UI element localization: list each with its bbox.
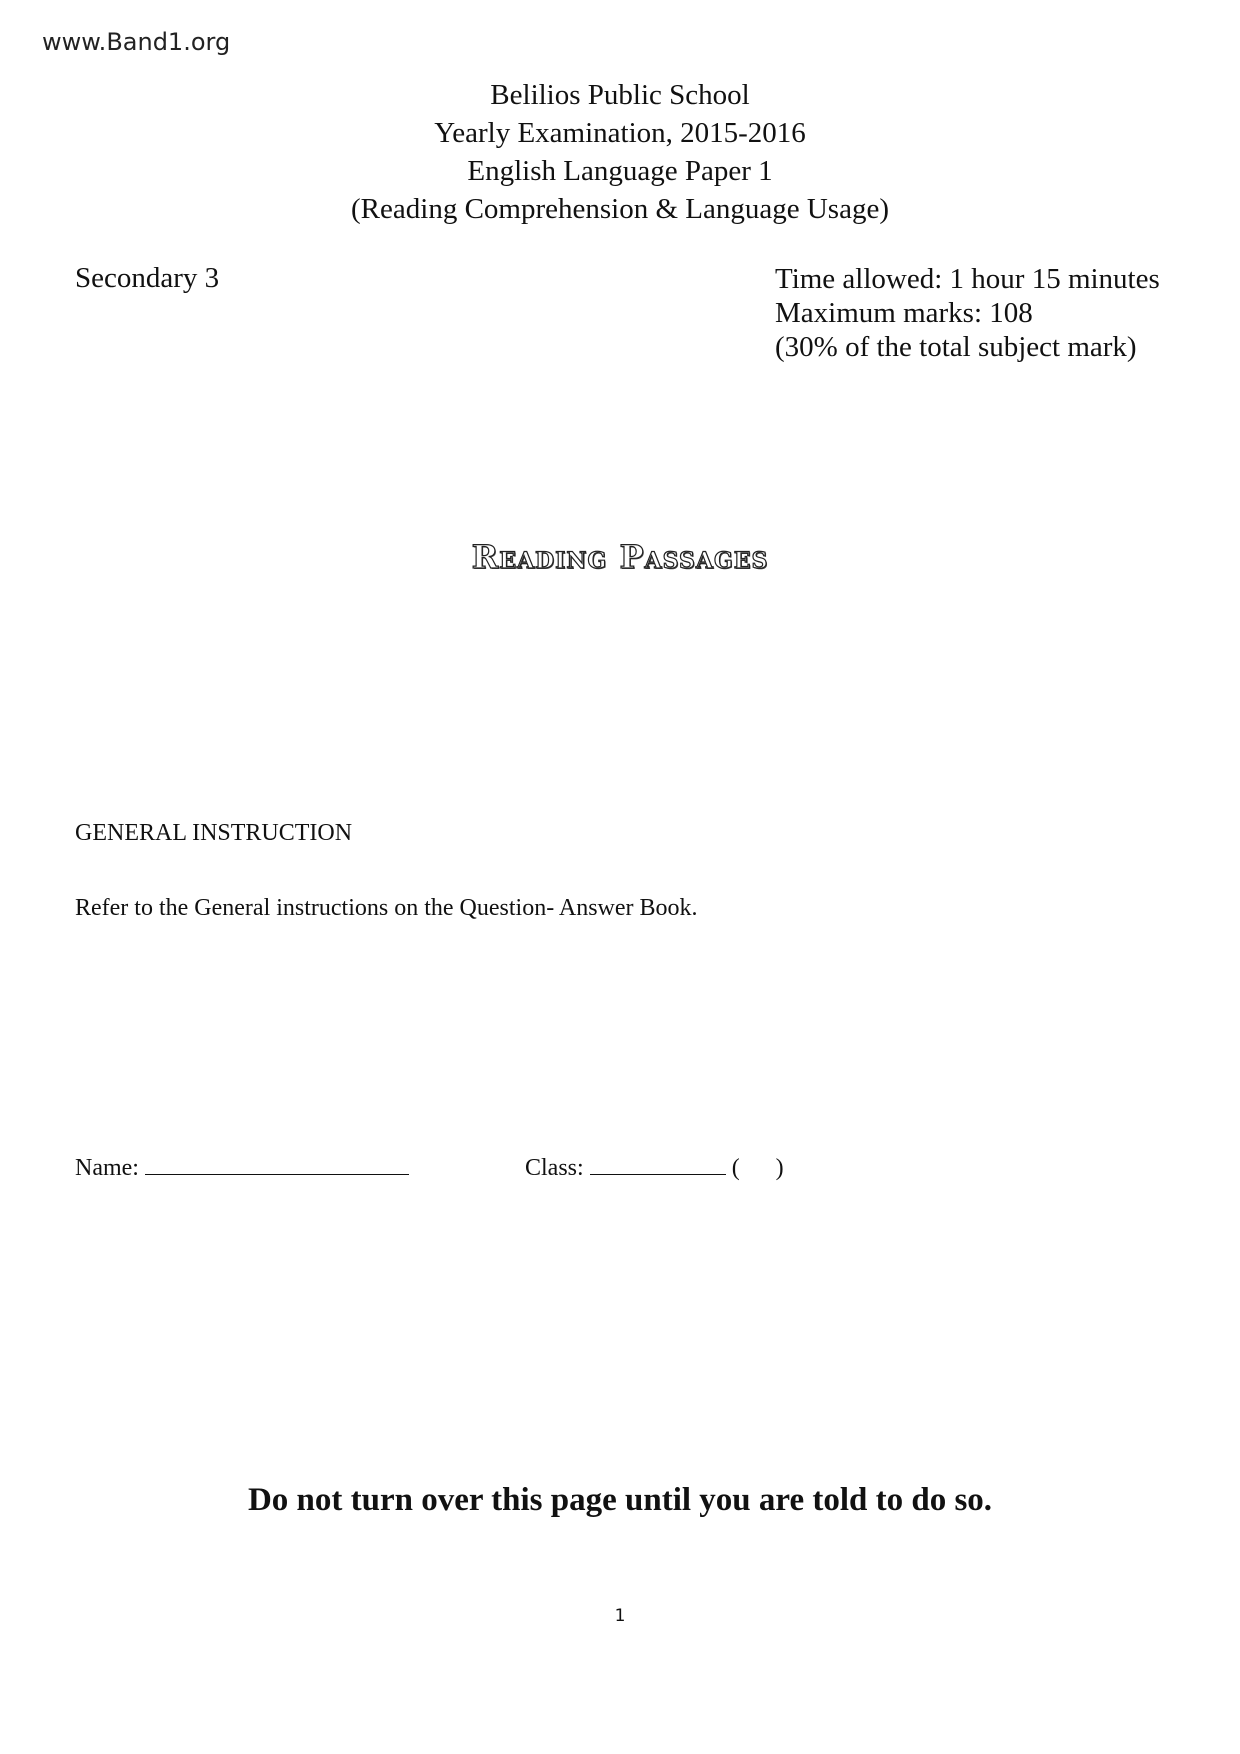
name-blank[interactable] xyxy=(145,1150,409,1175)
exam-header xyxy=(0,76,1240,228)
class-blank[interactable] xyxy=(590,1150,726,1175)
instructions-heading: GENERAL INSTRUCTION xyxy=(75,820,353,846)
time-allowed: Time allowed: 1 hour 15 minutes xyxy=(775,263,1160,295)
class-label: Class: xyxy=(525,1155,584,1181)
warning-notice: Do not turn over this page until you are told to do so. xyxy=(247,1482,993,1518)
form-level: Secondary 3 xyxy=(75,262,220,294)
class-number-brackets[interactable]: ( ) xyxy=(731,1155,784,1181)
watermark-url: www.Band1.org xyxy=(42,28,231,56)
exam-meta xyxy=(775,262,1160,364)
paper-subtitle: (Reading Comprehension & Language Usage) xyxy=(351,193,889,225)
maximum-marks: Maximum marks: 108 xyxy=(775,297,1033,329)
name-field[interactable] xyxy=(75,1150,409,1182)
mark-weight: (30% of the total subject mark) xyxy=(775,331,1137,363)
page-number: 1 xyxy=(614,1606,626,1626)
paper-title: English Language Paper 1 xyxy=(467,155,773,187)
exam-title: Yearly Examination, 2015-2016 xyxy=(434,117,806,149)
school-name: Belilios Public School xyxy=(490,79,750,111)
section-title: Reading Passages xyxy=(471,538,769,576)
class-field[interactable] xyxy=(525,1150,784,1182)
instructions-text: Refer to the General instructions on the Question- Answer Book. xyxy=(75,895,698,921)
name-label: Name: xyxy=(75,1155,139,1181)
